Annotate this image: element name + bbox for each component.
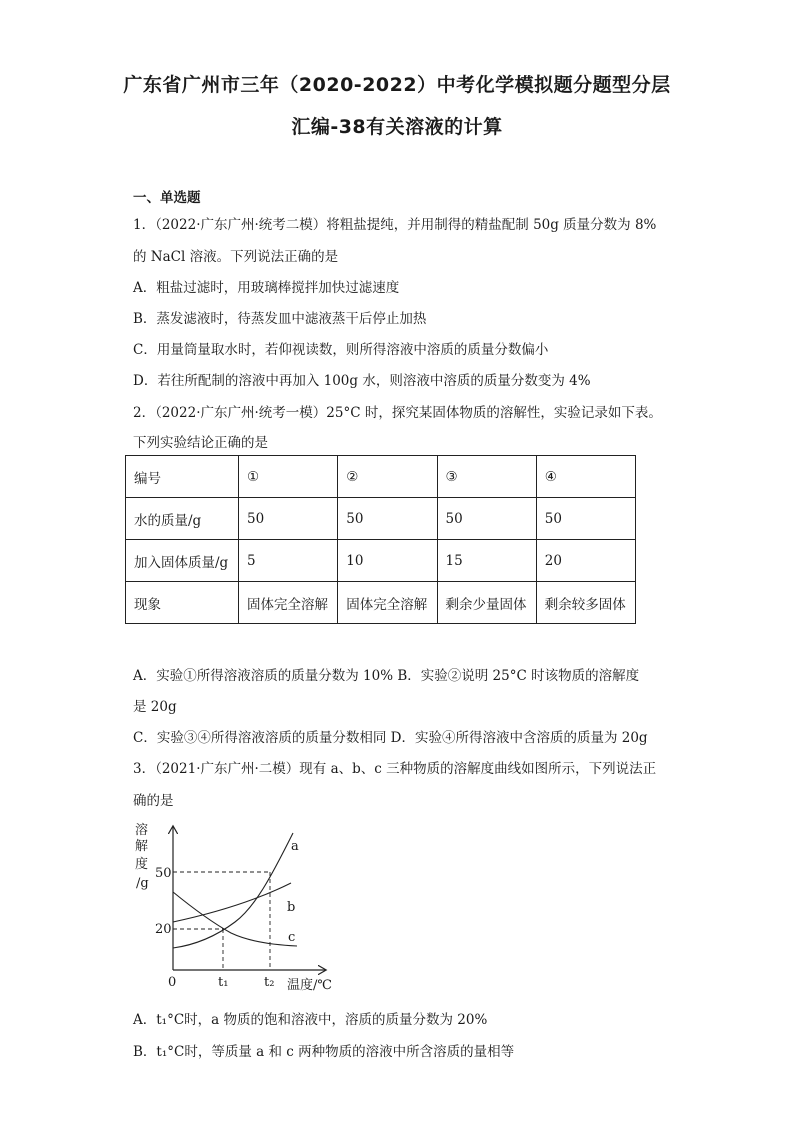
y-axis-label-2: 解 (135, 839, 149, 854)
q1-stem-line-1: 1．（2022·广东广州·统考二模）将粗盐提纯，并用制得的精盐配制 50g 质量分数为 8% (133, 217, 657, 233)
table-cell: 50 (536, 498, 635, 540)
section-heading: 一、单选题 (133, 190, 201, 206)
curve-label-b: b (287, 900, 296, 915)
q3-stem-line-2: 确的是 (133, 793, 174, 809)
table-cell: 固体完全溶解 (338, 582, 437, 624)
q3-option-a: A．t₁°C时，a 物质的饱和溶液中，溶质的质量分数为 20% (133, 1012, 488, 1028)
table-cell: 50 (437, 498, 536, 540)
table-cell: 加入固体质量/g (126, 540, 239, 582)
table-cell: 20 (536, 540, 635, 582)
curve-label-a: a (291, 839, 299, 854)
y-tick-50: 50 (155, 866, 172, 881)
q2-options-line-2: 是 20g (133, 699, 177, 715)
y-axis-label-3: 度 (135, 857, 149, 872)
x-tick-t2: t₂ (264, 975, 275, 990)
table-cell: 15 (437, 540, 536, 582)
experiment-table (125, 455, 636, 624)
q3-stem-line-1: 3．（2021·广东广州·二模）现有 a、b、c 三种物质的溶解度曲线如图所示，下列说法正 (133, 761, 657, 777)
table-cell: 固体完全溶解 (239, 582, 338, 624)
table-cell: 5 (239, 540, 338, 582)
q1-option-c: C．用量筒量取水时，若仰视读数，则所得溶液中溶质的质量分数偏小 (133, 342, 549, 358)
table-cell: ③ (437, 456, 536, 498)
table-cell: ① (239, 456, 338, 498)
table-cell: 剩余较多固体 (536, 582, 635, 624)
x-axis-label: 温度/℃ (287, 978, 332, 993)
table-cell: 现象 (126, 582, 239, 624)
q2-stem-line-1: 2．（2022·广东广州·统考一模）25°C 时，探究某固体物质的溶解性，实验记录如下表。 (133, 405, 662, 421)
table-cell: ④ (536, 456, 635, 498)
curve-label-c: c (288, 930, 296, 945)
table-row (126, 582, 636, 624)
q1-option-b: B．蒸发滤液时，待蒸发皿中滤液蒸干后停止加热 (133, 311, 427, 327)
q3-option-b: B．t₁°C时，等质量 a 和 c 两种物质的溶液中所含溶质的量相等 (133, 1044, 515, 1060)
table-cell: 50 (239, 498, 338, 540)
table-cell: 10 (338, 540, 437, 582)
table-row (126, 498, 636, 540)
q2-options-line-3: C．实验③④所得溶液溶质的质量分数相同 D．实验④所得溶液中含溶质的质量为 20g (133, 730, 648, 746)
q2-stem-line-2: 下列实验结论正确的是 (133, 435, 268, 451)
curve-b (173, 883, 291, 922)
table-cell: ② (338, 456, 437, 498)
y-tick-20: 20 (155, 922, 172, 937)
table-row (126, 456, 636, 498)
table-cell: 剩余少量固体 (437, 582, 536, 624)
q2-options-line-1: A．实验①所得溶液溶质的质量分数为 10% B．实验②说明 25°C 时该物质的溶解度 (133, 668, 640, 684)
table-cell: 50 (338, 498, 437, 540)
document-title-line-1: 广东省广州市三年（2020-2022）中考化学模拟题分题型分层 (123, 74, 671, 96)
document-title-line-2: 汇编-38有关溶液的计算 (291, 116, 503, 138)
table-cell: 编号 (126, 456, 239, 498)
y-axis-label-4: /g (136, 876, 149, 891)
solubility-curve-figure (125, 815, 340, 995)
x-tick-t1: t₁ (218, 975, 229, 990)
table-row (126, 540, 636, 582)
q1-option-a: A．粗盐过滤时，用玻璃棒搅拌加快过滤速度 (133, 280, 400, 296)
q1-option-d: D．若往所配制的溶液中再加入 100g 水，则溶液中溶质的质量分数变为 4% (133, 373, 591, 389)
curve-c (173, 892, 297, 946)
origin-label: 0 (168, 975, 177, 990)
q1-stem-line-2: 的 NaCl 溶液。下列说法正确的是 (133, 249, 339, 265)
table-cell: 水的质量/g (126, 498, 239, 540)
y-axis-label-1: 溶 (135, 823, 149, 838)
